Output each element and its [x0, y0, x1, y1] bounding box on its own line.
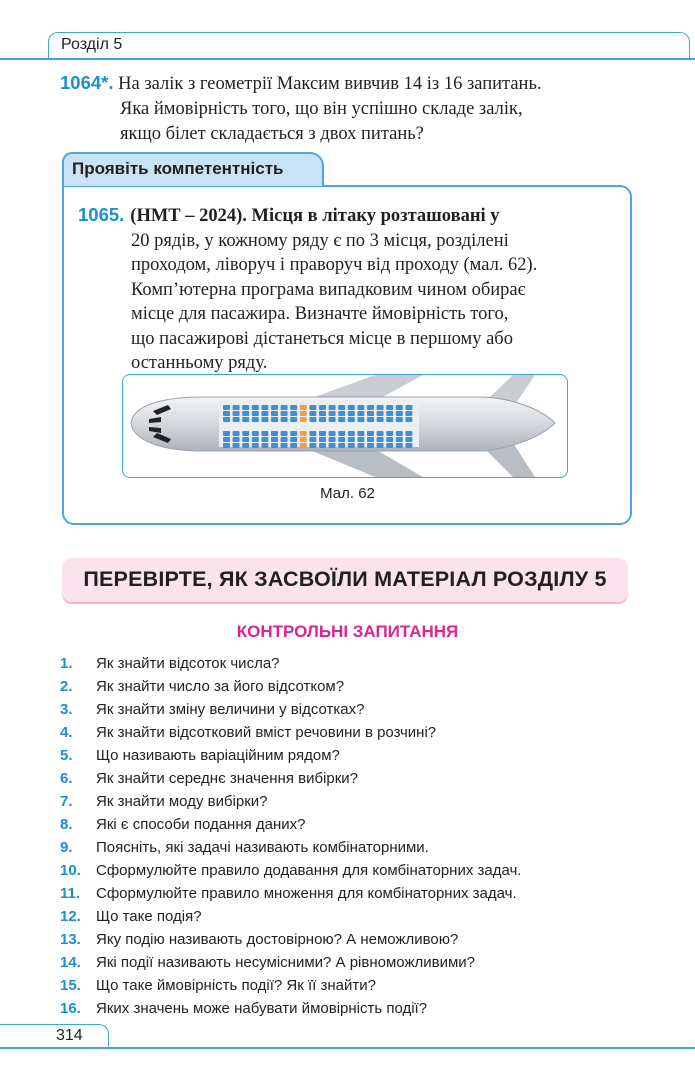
- seat: [223, 417, 230, 422]
- seat: [386, 437, 393, 442]
- seat: [367, 431, 374, 436]
- seat: [386, 431, 393, 436]
- question-number: 16.: [60, 1000, 81, 1017]
- seat: [357, 405, 364, 410]
- question-item: [60, 997, 660, 1020]
- seat: [233, 431, 240, 436]
- seat: [252, 443, 259, 448]
- seat: [252, 411, 259, 416]
- question-number: 8.: [60, 816, 73, 833]
- question-text: Поясніть, які задачі називають комбінаторними.: [96, 839, 429, 856]
- seat: [281, 437, 288, 442]
- seat: [377, 431, 384, 436]
- seat: [338, 431, 345, 436]
- seat: [386, 417, 393, 422]
- problem-text-line: Яка ймовірність того, що він успішно складе залік,: [120, 99, 523, 119]
- question-text: Яку подію називають достовірною? А неможливою?: [96, 931, 459, 948]
- seat: [338, 417, 345, 422]
- seat: [252, 417, 259, 422]
- seat: [261, 431, 268, 436]
- airplane-illustration: [123, 375, 567, 477]
- seat: [271, 411, 278, 416]
- seat: [329, 405, 336, 410]
- seat: [367, 437, 374, 442]
- seat: [405, 405, 412, 410]
- seat: [329, 443, 336, 448]
- question-number: 10.: [60, 862, 81, 879]
- seat: [252, 405, 259, 410]
- seat: [338, 411, 345, 416]
- seat: [300, 411, 307, 416]
- seat: [233, 417, 240, 422]
- seat: [377, 437, 384, 442]
- seat: [281, 417, 288, 422]
- seat: [396, 443, 403, 448]
- problem-text-line: якщо білет складається з двох питань?: [120, 124, 424, 144]
- seat: [405, 411, 412, 416]
- footer-rule: [0, 1047, 695, 1049]
- seat: [261, 443, 268, 448]
- question-text: Як знайти число за його відсотком?: [96, 678, 345, 695]
- question-item: [60, 974, 660, 997]
- question-number: 15.: [60, 977, 81, 994]
- seat: [348, 437, 355, 442]
- seat: [367, 405, 374, 410]
- question-text: Як знайти середнє значення вибірки?: [96, 770, 359, 787]
- seat: [271, 443, 278, 448]
- seat: [281, 411, 288, 416]
- seat: [309, 431, 316, 436]
- seat: [319, 431, 326, 436]
- question-number: 1.: [60, 655, 73, 672]
- seat: [242, 411, 249, 416]
- seat: [261, 417, 268, 422]
- seat: [290, 437, 297, 442]
- seat: [223, 443, 230, 448]
- seat: [261, 411, 268, 416]
- seat: [338, 437, 345, 442]
- seat: [233, 411, 240, 416]
- question-number: 6.: [60, 770, 73, 787]
- seat: [329, 417, 336, 422]
- question-item: [60, 859, 660, 882]
- seat: [300, 431, 307, 436]
- question-number: 13.: [60, 931, 81, 948]
- seat: [357, 431, 364, 436]
- seat: [271, 431, 278, 436]
- seat: [396, 405, 403, 410]
- seat: [271, 405, 278, 410]
- page-number-tab: [0, 1024, 109, 1049]
- questions-heading: КОНТРОЛЬНІ ЗАПИТАННЯ: [236, 622, 459, 641]
- question-text: Сформулюйте правило множення для комбінаторних задач.: [96, 885, 517, 902]
- seat: [242, 437, 249, 442]
- seat: [377, 405, 384, 410]
- header-rule: [0, 58, 695, 60]
- seat: [223, 437, 230, 442]
- seat: [357, 417, 364, 422]
- question-text: Яких значень може набувати ймовірність події?: [96, 1000, 428, 1017]
- seat: [261, 437, 268, 442]
- seat: [281, 405, 288, 410]
- question-item: [60, 928, 660, 951]
- question-text: Як знайти відсотковий вміст речовини в розчині?: [96, 724, 437, 741]
- seat: [377, 443, 384, 448]
- seat: [290, 431, 297, 436]
- seat: [386, 405, 393, 410]
- question-item: [60, 790, 660, 813]
- problem-1065: [78, 203, 618, 376]
- seat: [348, 431, 355, 436]
- problem-text-line: місце для пасажира. Визначте ймовірність того,: [131, 304, 509, 324]
- competency-tab-label: Проявіть компетентність: [72, 159, 284, 178]
- seat: [405, 417, 412, 422]
- question-text: Як знайти відсоток числа?: [96, 655, 280, 672]
- seat: [300, 405, 307, 410]
- seat: [377, 411, 384, 416]
- question-text: Які є способи подання даних?: [96, 816, 306, 833]
- question-number: 7.: [60, 793, 73, 810]
- seat: [319, 417, 326, 422]
- seat: [348, 417, 355, 422]
- question-item: [60, 951, 660, 974]
- seat: [233, 443, 240, 448]
- seat: [396, 411, 403, 416]
- question-number: 5.: [60, 747, 73, 764]
- seat: [367, 443, 374, 448]
- seat: [242, 405, 249, 410]
- question-item: [60, 698, 660, 721]
- seat: [290, 405, 297, 410]
- question-number: 11.: [60, 885, 81, 902]
- banner-title: ПЕРЕВІРТЕ, ЯК ЗАСВОЇЛИ МАТЕРІАЛ РОЗДІЛУ 5: [83, 567, 607, 591]
- seat: [290, 417, 297, 422]
- problem-text-line: що пасажирові дістанеться місце в першому або: [131, 328, 513, 349]
- seat: [252, 437, 259, 442]
- problem-text-line: 20 рядів, у кожному ряду є по 3 місця, розділені: [131, 230, 509, 251]
- question-item: [60, 813, 660, 836]
- page-number: 314: [56, 1027, 83, 1044]
- seat: [223, 431, 230, 436]
- question-item: [60, 744, 660, 767]
- question-text: Що таке подія?: [96, 908, 202, 925]
- seat: [300, 437, 307, 442]
- seat: [271, 417, 278, 422]
- question-number: 2.: [60, 678, 73, 695]
- seat: [281, 443, 288, 448]
- problem-text-line: На залік з геометрії Максим вивчив 14 із 16 запитань.: [118, 74, 542, 94]
- seat: [223, 411, 230, 416]
- seat: [309, 405, 316, 410]
- seat: [242, 443, 249, 448]
- seat: [223, 405, 230, 410]
- seat: [319, 443, 326, 448]
- seat: [319, 437, 326, 442]
- seat: [405, 437, 412, 442]
- section-label: Розділ 5: [61, 36, 123, 53]
- question-item: [60, 882, 660, 905]
- problem-number: 1065.: [78, 204, 125, 225]
- seat: [281, 431, 288, 436]
- question-item: [60, 675, 660, 698]
- seat: [396, 431, 403, 436]
- question-item: [60, 836, 660, 859]
- problem-1064: [60, 70, 645, 147]
- seat: [271, 437, 278, 442]
- seat: [386, 411, 393, 416]
- seat: [242, 431, 249, 436]
- competency-tab: [62, 152, 324, 186]
- seat: [329, 431, 336, 436]
- question-text: Що таке ймовірність події? Як її знайти?: [96, 977, 376, 994]
- airplane-figure: [122, 374, 568, 478]
- seat: [242, 417, 249, 422]
- seat: [396, 437, 403, 442]
- question-number: 14.: [60, 954, 81, 971]
- seat: [367, 417, 374, 422]
- question-number: 12.: [60, 908, 81, 925]
- seat: [377, 417, 384, 422]
- problem-number: 1064*.: [60, 72, 114, 93]
- seat: [309, 417, 316, 422]
- problem-text-line: проходом, ліворуч і праворуч від проходу (мал. 62).: [131, 255, 538, 275]
- question-item: [60, 767, 660, 790]
- seat: [233, 437, 240, 442]
- question-text: Які події називають несумісними? А рівноможливими?: [96, 954, 476, 971]
- question-number: 4.: [60, 724, 73, 741]
- question-number: 3.: [60, 701, 73, 718]
- seat: [338, 405, 345, 410]
- seat: [357, 437, 364, 442]
- seat: [309, 443, 316, 448]
- problem-text-line: (НМТ – 2024). Місця в літаку розташовані у: [130, 206, 500, 226]
- seat: [405, 443, 412, 448]
- seat: [319, 405, 326, 410]
- seat: [357, 443, 364, 448]
- seat: [329, 437, 336, 442]
- question-item: [60, 652, 660, 675]
- seat: [309, 437, 316, 442]
- section-header: [48, 32, 690, 59]
- seat: [252, 431, 259, 436]
- seat: [348, 411, 355, 416]
- seat: [348, 443, 355, 448]
- seat: [300, 443, 307, 448]
- seat: [290, 443, 297, 448]
- question-number: 9.: [60, 839, 73, 856]
- seat: [319, 411, 326, 416]
- seat: [396, 417, 403, 422]
- control-questions-list: [60, 652, 660, 1020]
- seat: [329, 411, 336, 416]
- seat: [309, 411, 316, 416]
- figure-caption: Мал. 62: [320, 485, 375, 502]
- seat: [300, 417, 307, 422]
- seat: [261, 405, 268, 410]
- seat: [386, 443, 393, 448]
- seat: [348, 405, 355, 410]
- problem-text-line: останньому ряду.: [131, 353, 268, 373]
- seat: [290, 411, 297, 416]
- seat: [233, 405, 240, 410]
- question-text: Як знайти моду вибірки?: [96, 793, 268, 810]
- question-text: Що називають варіаційним рядом?: [96, 747, 340, 764]
- seat: [405, 431, 412, 436]
- problem-text-line: Комп’ютерна програма випадковим чином обирає: [131, 279, 526, 300]
- question-item: [60, 721, 660, 744]
- section-review-banner: [62, 558, 628, 602]
- question-item: [60, 905, 660, 928]
- question-text: Сформулюйте правило додавання для комбінаторних задач.: [96, 862, 522, 879]
- seat: [357, 411, 364, 416]
- question-text: Як знайти зміну величини у відсотках?: [96, 701, 365, 718]
- seat: [367, 411, 374, 416]
- seat: [338, 443, 345, 448]
